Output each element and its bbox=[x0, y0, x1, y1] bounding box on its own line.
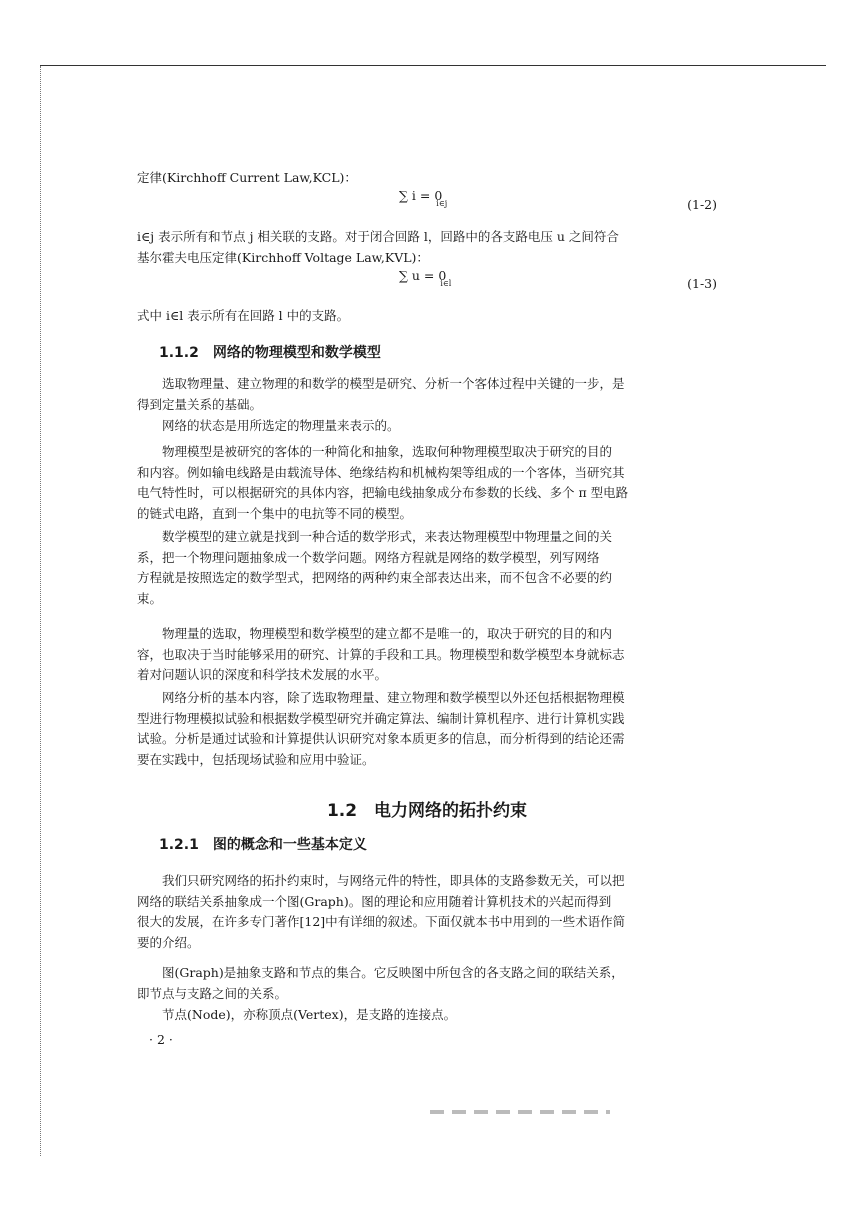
text-line: 物理量的选取，物理模型和数学模型的建立都不是唯一的，取决于研究的目的和内 bbox=[137, 626, 613, 641]
text-line: 节点(Node)，亦称顶点(Vertex)，是支路的连接点。 bbox=[137, 1007, 457, 1022]
paragraph bbox=[137, 688, 717, 770]
text-line: 得到定量关系的基础。 bbox=[137, 396, 263, 412]
equation-formula: ∑ i = 0 bbox=[399, 188, 443, 203]
section-heading: 1.2.1 图的概念和一些基本定义 bbox=[159, 837, 367, 853]
paragraph bbox=[137, 442, 717, 524]
equation-subscript: i∈j bbox=[436, 199, 448, 208]
text-line: 网络的状态是用所选定的物理量来表示的。 bbox=[137, 418, 400, 433]
text-line: 试验。分析是通过试验和计算提供认识研究对象本质更多的信息，而分析得到的结论还需 bbox=[137, 731, 625, 746]
text-line: 着对问题认识的深度和科学技术发展的水平。 bbox=[137, 667, 388, 682]
equation-number: (1-3) bbox=[687, 276, 717, 291]
paragraph-after-kvl bbox=[137, 306, 717, 327]
text-line: 基尔霍夫电压定律(Kirchhoff Voltage Law,KVL)： bbox=[137, 249, 429, 265]
paragraph bbox=[137, 963, 717, 1004]
text-line: 选取物理量、建立物理的和数学的模型是研究、分析一个客体过程中关键的一步，是 bbox=[137, 376, 625, 391]
text-line: 我们只研究网络的拓扑约束时，与网络元件的特性，即具体的支路参数无关，可以把 bbox=[137, 873, 625, 888]
text-line: 电气特性时，可以根据研究的具体内容，把输电线抽象成分布参数的长线、多个 π 型电路 bbox=[137, 485, 629, 500]
scan-artifact bbox=[430, 1110, 610, 1114]
paragraph bbox=[137, 374, 717, 415]
text-line: 数学模型的建立就是找到一种合适的数学形式，来表达物理模型中物理量之间的关 bbox=[137, 529, 613, 544]
top-rule bbox=[40, 65, 826, 66]
text-line: 束。 bbox=[137, 590, 163, 606]
binding-edge bbox=[40, 66, 41, 1156]
paragraph bbox=[137, 1005, 717, 1026]
paragraph bbox=[137, 527, 717, 609]
text-line: 的链式电路，直到一个集中的电抗等不同的模型。 bbox=[137, 505, 413, 521]
page-number: · 2 · bbox=[149, 1032, 173, 1047]
paragraph bbox=[137, 624, 717, 686]
paragraph-kvl bbox=[137, 227, 717, 268]
text-line: 系，把一个物理问题抽象成一个数学问题。网络方程就是网络的数学模型，列写网络 bbox=[137, 549, 600, 565]
text-line: 图(Graph)是抽象支路和节点的集合。它反映图中所包含的各支路之间的联结关系， bbox=[137, 965, 624, 980]
text-line: 要的介绍。 bbox=[137, 934, 200, 950]
text-line: 网络的联结关系抽象成一个图(Graph)。图的理论和应用随着计算机技术的兴起而得到 bbox=[137, 893, 612, 909]
text-line: 式中 i∈l 表示所有在回路 l 中的支路。 bbox=[137, 308, 350, 323]
paragraph-kcl bbox=[137, 168, 717, 189]
equation-subscript: i∈l bbox=[440, 279, 452, 288]
paragraph bbox=[137, 416, 717, 437]
text-line: 和内容。例如输电线路是由载流导体、绝缘结构和机械构架等组成的一个客体，当研究其 bbox=[137, 464, 625, 480]
chapter-section-heading: 1.2 电力网络的拓扑约束 bbox=[326, 801, 528, 821]
text-line: 即节点与支路之间的关系。 bbox=[137, 985, 288, 1001]
text-line: 型进行物理模拟试验和根据数学模型研究并确定算法、编制计算机程序、进行计算机实践 bbox=[137, 710, 625, 726]
equation-number: (1-2) bbox=[687, 197, 717, 212]
text-line: 方程就是按照选定的数学型式，把网络的两种约束全部表达出来，而不包含不必要的约 bbox=[137, 570, 613, 585]
text-line: 要在实践中，包括现场试验和应用中验证。 bbox=[137, 751, 375, 767]
text-line: 网络分析的基本内容，除了选取物理量、建立物理和数学模型以外还包括根据物理模 bbox=[137, 690, 625, 705]
text-line: i∈j 表示所有和节点 j 相关联的支路。对于闭合回路 l，回路中的各支路电压 u 之间符合 bbox=[137, 229, 619, 244]
text-line: 容，也取决于当时能够采用的研究、计算的手段和工具。物理模型和数学模型本身就标志 bbox=[137, 646, 625, 662]
text-line: 很大的发展，在许多专门著作[12]中有详细的叙述。下面仅就本书中用到的一些术语作简 bbox=[137, 914, 626, 929]
text-line: 物理模型是被研究的客体的一种简化和抽象，选取何种物理模型取决于研究的目的 bbox=[137, 444, 613, 459]
section-heading: 1.1.2 网络的物理模型和数学模型 bbox=[159, 345, 381, 361]
paragraph bbox=[137, 871, 717, 953]
equation-formula: ∑ u = 0 bbox=[399, 268, 447, 283]
text-line: 定律(Kirchhoff Current Law,KCL)： bbox=[137, 170, 357, 185]
